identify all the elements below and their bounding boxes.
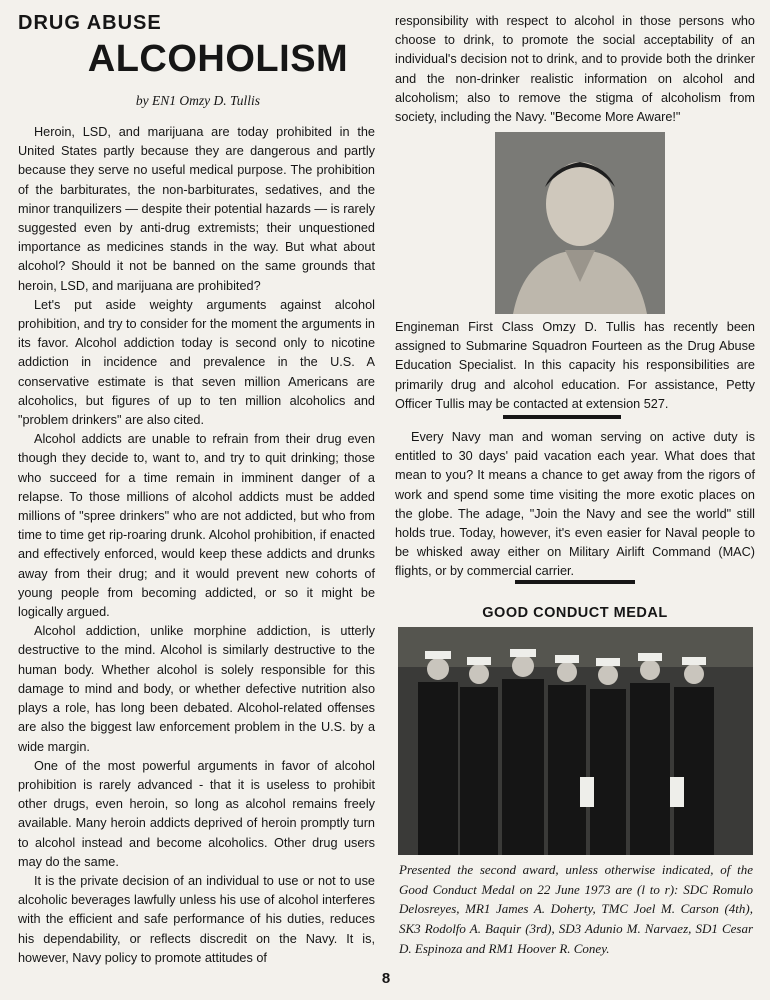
article-continuation: [395, 12, 755, 127]
article-body: [18, 123, 375, 968]
portrait-photo: [495, 132, 665, 314]
paragraph: Heroin, LSD, and marijuana are today prohibited in the United States partly because they are dangerous and partly because they serve no useful medical purpose. The prohibition of the barbiturates, the non-barbiturates, sedatives, and the minor tranquilizers — despite their potential hazards — is rarely suggested even by anti-drug extremists; their unquestioned importance as medicines stands in the way. But what about alcohol? Should it not be banned on the same grounds that heroin, LSD, and marijuana are prohibited?: [18, 125, 375, 293]
divider-rule: [503, 415, 621, 419]
group-photo: [398, 627, 753, 855]
caption-text: Engineman First Class Omzy D. Tullis has recently been assigned to Submarine Squadron Fourteen as the Drug Abuse Education Specialist. In this capacity his responsibilities are primarily drug and alcohol education. For assistance, Petty Officer Tullis may be contacted at extension 527.: [395, 320, 755, 411]
section-heading: GOOD CONDUCT MEDAL: [482, 605, 668, 621]
group-photo-caption: [399, 860, 753, 959]
paragraph: It is the private decision of an individual to use or not to use alcoholic beverages lawfully unless his use of alcohol interferes with the efficient and safe performance of his duties, reduces his dependability, or reflects discredit on the Navy. It is, however, Navy policy to promote attitudes of: [18, 873, 375, 965]
article-byline: by EN1 Omzy D. Tullis: [135, 93, 261, 108]
page-number: 8: [381, 970, 391, 987]
portrait-caption: [395, 318, 755, 414]
divider-rule: [515, 580, 635, 584]
paragraph: One of the most powerful arguments in favor of alcohol prohibition is rarely advanced - that it is useless to prohibit other drugs, even heroin, so long as alcohol remains freely available. Many heroin addicts deprived of heroin promptly turn to alcohol instead and become alcoholics. Other drug users may do the same.: [18, 758, 375, 869]
paragraph: Let's put aside weighty arguments against alcohol prohibition, and try to consider for the moment the arguments in its favor. Alcohol addiction today is second only to nicotine addiction in incidence and prevalence in the U.S. A conservative estimate is that seven million Americans are alcoholics, but figures of up to ten million alcoholics and "problem drinkers" are also cited.: [18, 297, 375, 428]
article-headline: ALCOHOLISM: [87, 38, 349, 80]
paragraph: responsibility with respect to alcohol in those persons who choose to drink, to promote the social acceptability of an individual's decision not to drink, and to provide both the drinker and the non-drinker realistic information on alcohol and alcoholism; also to remove the stigma of alcoholism from society, including the Navy. "Become More Aware!": [395, 14, 755, 125]
caption-text: Presented the second award, unless otherwise indicated, of the Good Conduct Medal on 22 June 1973 are (l to r): SDC Romulo Delosreyes, MR1 James A. Doherty, TMC Joel M. Carson (4th), SK3 Rodolfo A. Baquir (3rd), SD3 Adunio M. Narvaez, SD1 Cesar D. Espinoza and RM1 Hoover R. Coney.: [399, 862, 753, 956]
paragraph: Alcohol addicts are unable to refrain from their drug even though they decide to, want to, and try to quit drinking; those who succeed for a time remain in imminent danger of a relapse. To those millions of alcohol addicts must be added millions of "spree drinkers" who are not addicted, but who from time to time get rip-roaring drunk. Alcohol prohibition, if enacted and effectively enforced, would keep these addicts and drunks away from their drug; and it would prevent new cohorts of young people from becoming addicted, or so it might be logically argued.: [18, 432, 375, 620]
paragraph: Alcohol addiction, unlike morphine addiction, is utterly destructive to the mind. Alcohol is similarly destructive to the human body. Whether alcohol is solely responsible for this damage to mind and body, or whether defective nutrition also plays a role, has long been debated. Alcohol-related offenses are also the biggest law enforcement problem in the U.S. by a wide margin.: [18, 624, 375, 754]
section-label: DRUG ABUSE: [18, 12, 162, 34]
paragraph: Every Navy man and woman serving on active duty is entitled to 30 days' paid vacation each year. What does that mean to you? It means a chance to get away from the rigors of work and spend some time visiting the more exotic places on the globe. The adage, "Join the Navy and see the world" still holds true. Today, however, it's even easier for Naval people to be whisked away either on Military Airlift Command (MAC) flights, or by commercial carrier.: [395, 430, 755, 579]
vacation-article: [395, 428, 755, 582]
